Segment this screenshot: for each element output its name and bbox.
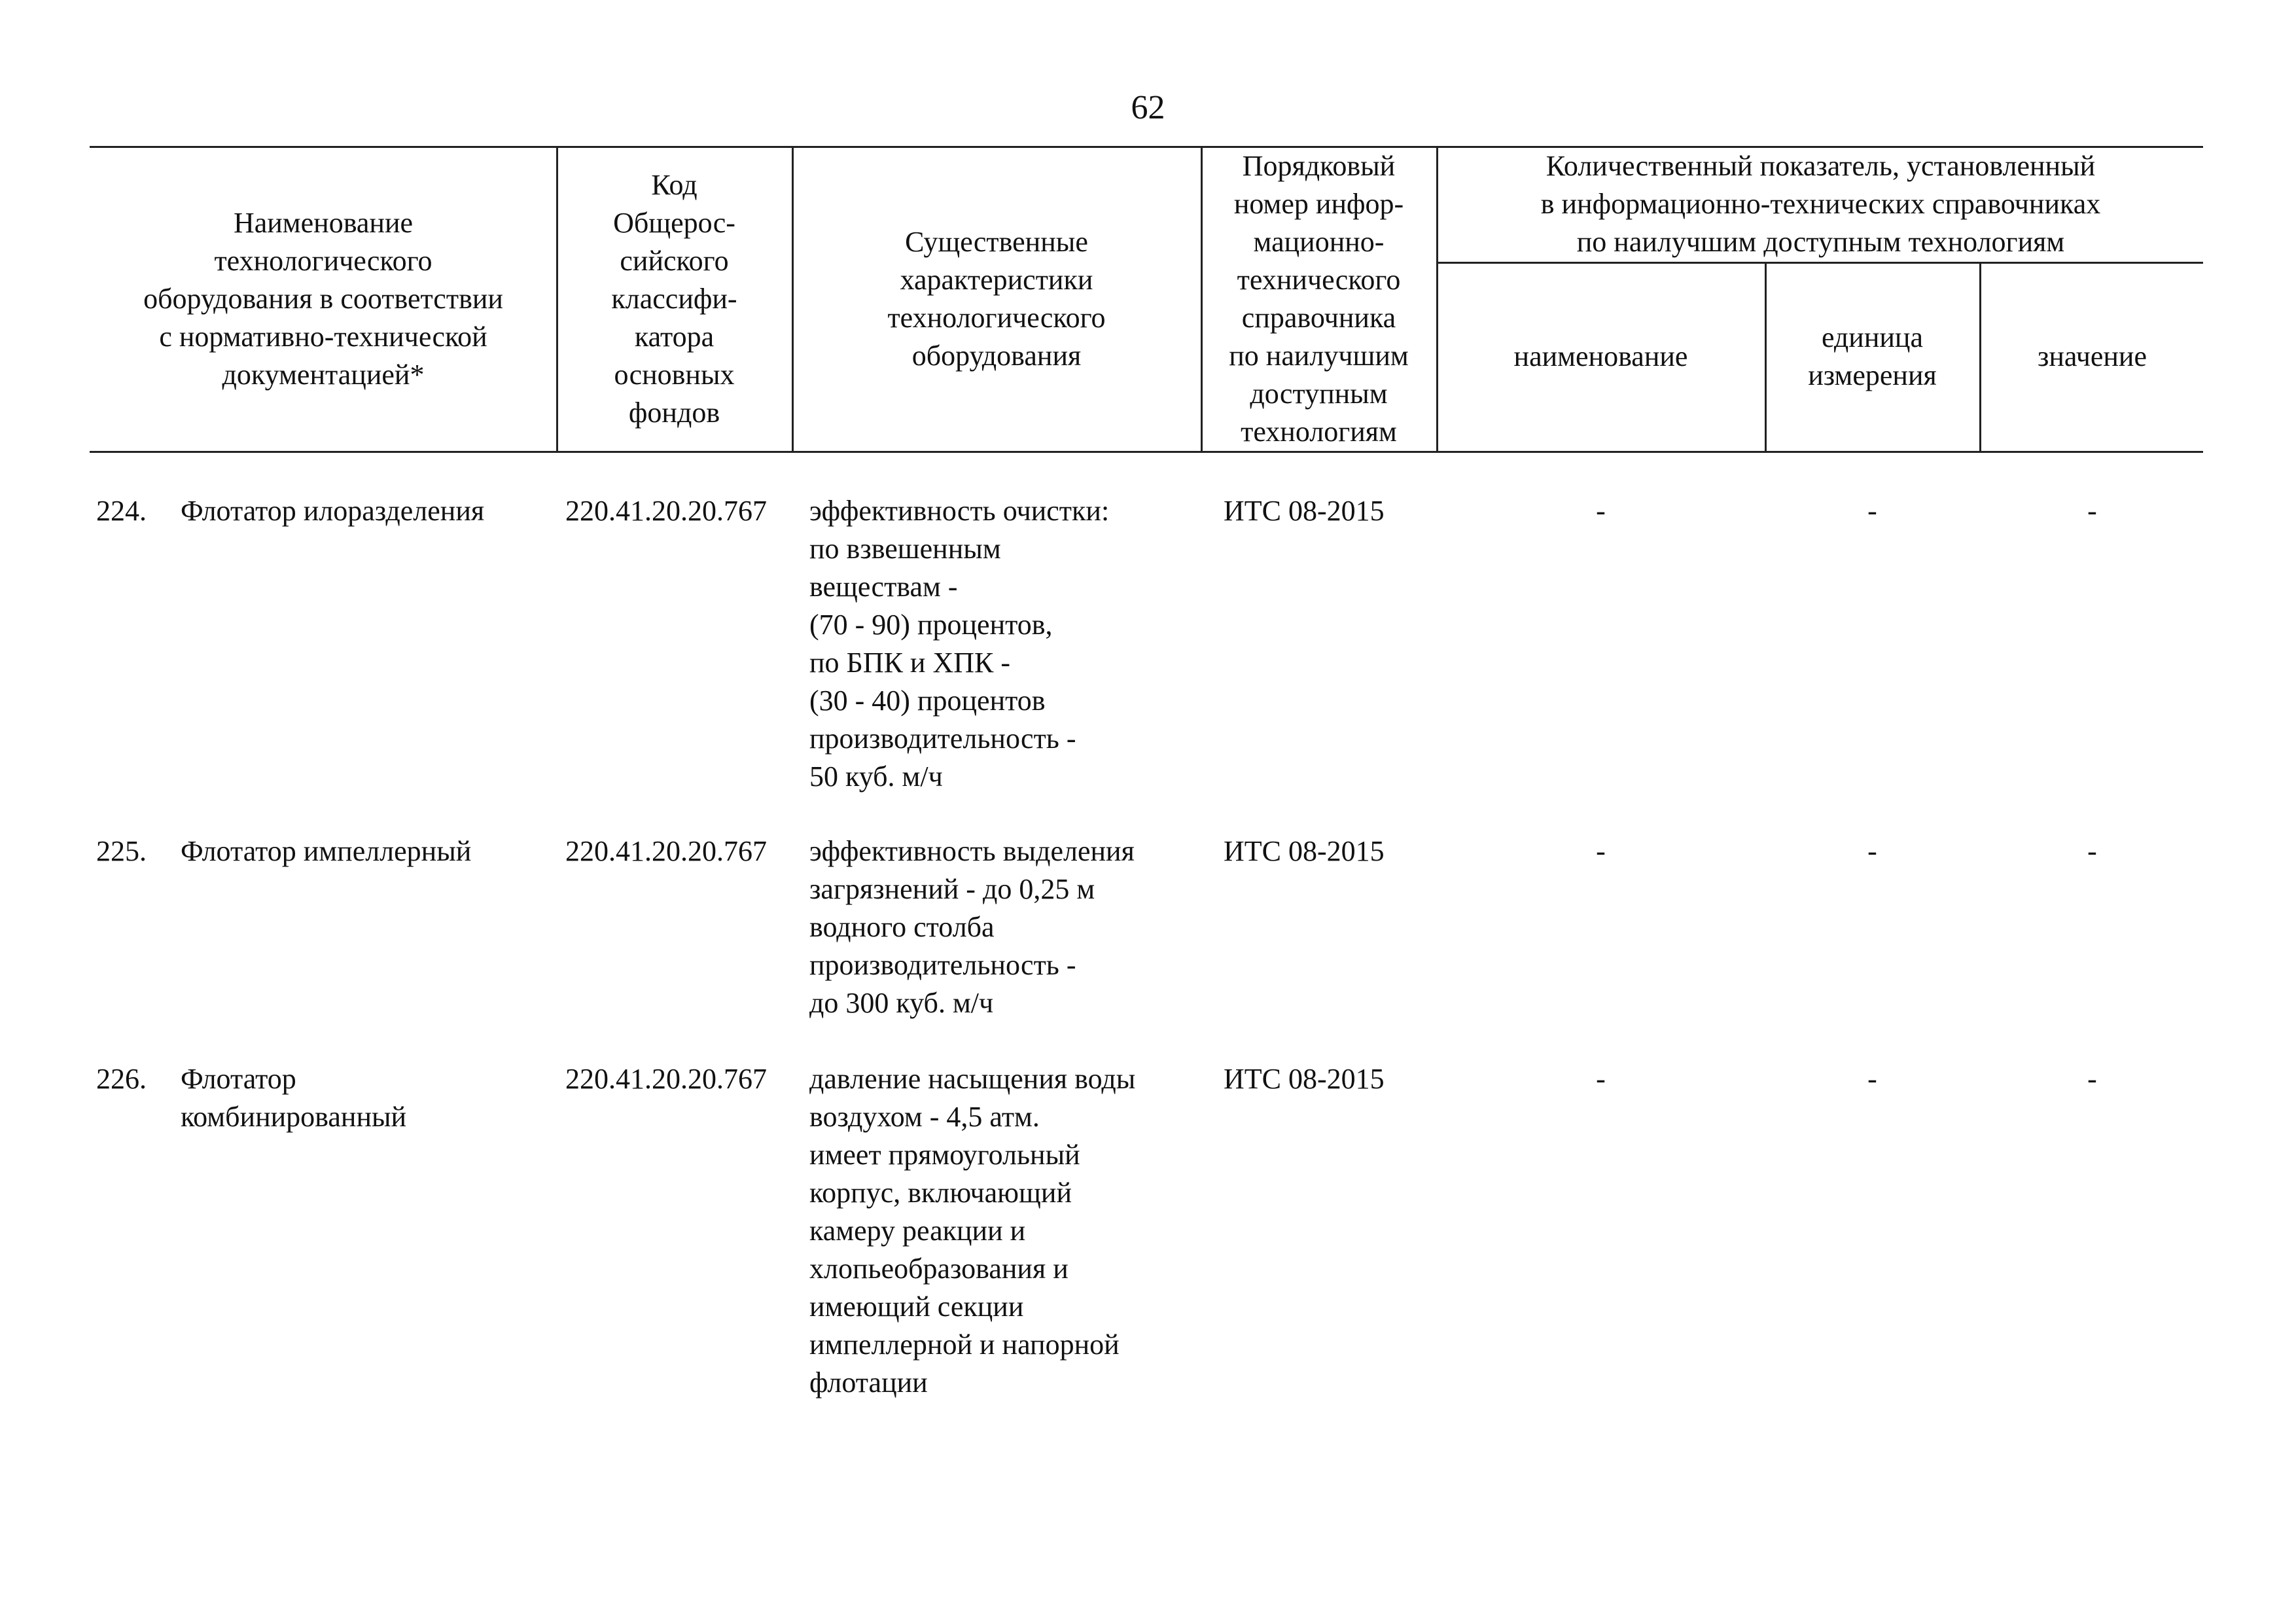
row-number: 225. [96, 835, 147, 867]
row-equipment-name: Флотатор импеллерный [181, 835, 472, 867]
row-value: - [2087, 835, 2097, 867]
row-characteristics: давление насыщения воды воздухом - 4,5 атм. имеет прямоугольный корпус, включающий камеру реакции и хлопьеобразования и имеющий секции импеллерной и напорной флотации [809, 1063, 1136, 1399]
table-header-bottom-rule [90, 451, 2203, 453]
header-equipment-name: Наименование технологического оборудования в соответствии с нормативно-технической документацией* [143, 206, 503, 391]
row-reference: ИТС 08-2015 [1224, 495, 1385, 527]
row-equipment-name: Флотатор илоразделения [181, 495, 485, 527]
row-unit: - [1867, 495, 1877, 527]
subheader-unit: единица измерения [1808, 321, 1937, 391]
row-reference: ИТС 08-2015 [1224, 1063, 1385, 1095]
row-equipment-name: Флотатор комбинированный [181, 1063, 407, 1133]
row-reference: ИТС 08-2015 [1224, 835, 1385, 867]
row-indicator-name: - [1596, 835, 1606, 867]
row-classifier-code: 220.41.20.20.767 [565, 835, 767, 867]
row-unit: - [1867, 835, 1877, 867]
row-indicator-name: - [1596, 1063, 1606, 1095]
header-classifier-code: Код Общерос- сийского классифи- катора основных фондов [611, 168, 737, 429]
header-characteristics: Существенные характеристики технологического оборудования [887, 225, 1106, 372]
row-value: - [2087, 1063, 2097, 1095]
header-quantitative-indicator: Количественный показатель, установленный в информационно-технических справочниках по наилучшим доступным технологиям [1540, 150, 2101, 258]
subheader-value: значение [2038, 340, 2147, 372]
row-classifier-code: 220.41.20.20.767 [565, 1063, 767, 1095]
row-indicator-name: - [1596, 495, 1606, 527]
row-value: - [2087, 495, 2097, 527]
row-characteristics: эффективность очистки: по взвешенным веществам - (70 - 90) процентов, по БПК и ХПК - (30 - 40) процентов производительность - 50 куб. м/ч [809, 495, 1110, 793]
header-reference-number: Порядковый номер инфор- мационно- технического справочника по наилучшим доступным технологиям [1229, 149, 1409, 448]
page-number: 62 [1131, 89, 1165, 126]
row-classifier-code: 220.41.20.20.767 [565, 495, 767, 527]
row-number: 224. [96, 495, 147, 527]
row-unit: - [1867, 1063, 1877, 1095]
row-number: 226. [96, 1063, 147, 1095]
row-characteristics: эффективность выделения загрязнений - до 0,25 м водного столба производительность - до 300 куб. м/ч [809, 835, 1135, 1019]
subheader-indicator-name: наименование [1513, 340, 1688, 372]
